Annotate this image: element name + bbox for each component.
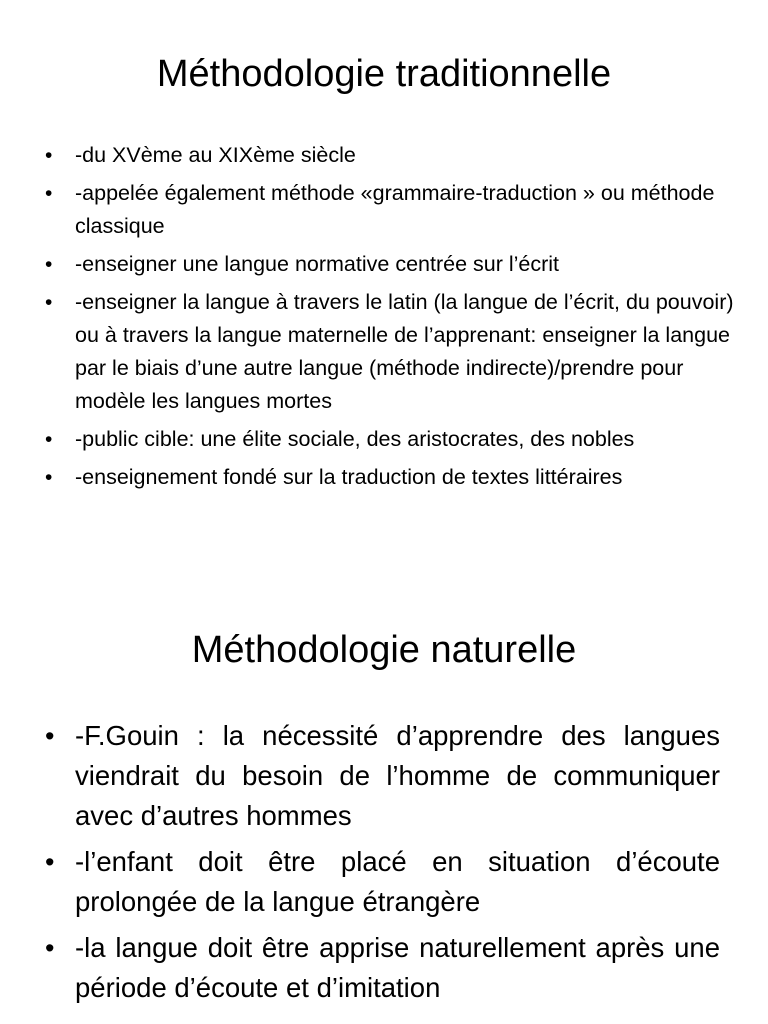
list-item xyxy=(45,286,735,418)
list-item xyxy=(45,716,720,836)
slide-title: Méthodologie naturelle xyxy=(191,629,577,671)
list-item xyxy=(45,423,735,456)
bullet-list xyxy=(45,139,735,499)
list-item xyxy=(45,928,720,1008)
list-item-text: -du XVème au XIXème siècle xyxy=(75,143,356,167)
bullet-icon: • xyxy=(45,428,53,451)
list-item-text: -F.Gouin : la nécessité d’apprendre des langues viendrait du besoin de l’homme de communiquer avec d’autres hommes xyxy=(75,720,720,831)
bullet-icon: • xyxy=(45,847,55,877)
list-item xyxy=(45,461,735,494)
slide-title: Méthodologie traditionnelle xyxy=(156,53,612,95)
bullet-icon: • xyxy=(45,253,53,276)
list-item-text: -l’enfant doit être placé en situation d’écoute prolongée de la langue étrangère xyxy=(75,846,720,917)
bullet-icon: • xyxy=(45,933,55,963)
list-item-text: -appelée également méthode «grammaire-traduction » ou méthode classique xyxy=(75,181,715,238)
list-item-text: -enseigner une langue normative centrée sur l’écrit xyxy=(75,252,560,276)
bullet-icon: • xyxy=(45,721,55,751)
list-item-text: -public cible: une élite sociale, des aristocrates, des nobles xyxy=(75,427,635,451)
list-item-text: -enseigner la langue à travers le latin (la langue de l’écrit, du pouvoir) ou à travers la langue maternelle de l’apprenant: enseigner la langue par le biais d’une autre langue (méthode indirecte)/prendre pour modèle les langues mortes xyxy=(75,290,734,413)
slide-naturelle xyxy=(0,560,768,1024)
list-item-text: -enseignement fondé sur la traduction de textes littéraires xyxy=(75,465,623,489)
list-item-text: -la langue doit être apprise naturellement après une période d’écoute et d’imitation xyxy=(75,932,720,1003)
list-item xyxy=(45,248,735,281)
bullet-icon: • xyxy=(45,291,53,314)
bullet-icon: • xyxy=(45,144,53,167)
list-item xyxy=(45,139,735,172)
bullet-icon: • xyxy=(45,466,53,489)
bullet-list xyxy=(45,716,720,1014)
bullet-icon: • xyxy=(45,182,53,205)
list-item xyxy=(45,177,735,243)
list-item xyxy=(45,842,720,922)
